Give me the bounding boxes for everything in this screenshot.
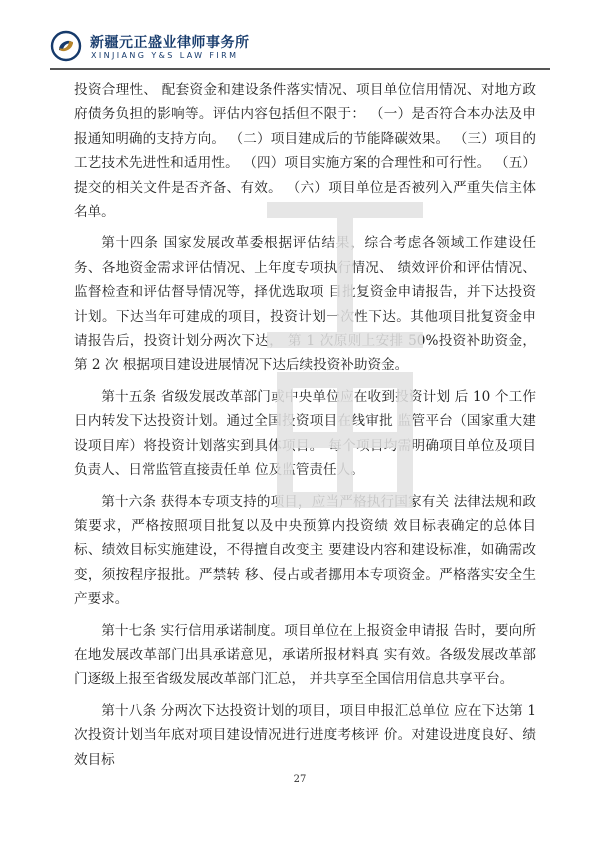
header-divider xyxy=(50,68,550,70)
page-number: 27 xyxy=(293,774,307,785)
firm-name-en: XINJIANG Y&S LAW FIRM xyxy=(91,51,239,60)
paragraph-article-17: 第十七条 实行信用承诺制度。项目单位在上报资金申请报 告时，要向所在地发展改革部门出具承诺意见，承诺所报材料真 实有效。各级发展改革部门逐级上报至省级发展改革部门汇总， 并共享至全国信用信息共享平台。 xyxy=(74,622,536,688)
paragraph-article-14: 第十四条 国家发展改革委根据评估结果，综合考虑各领域工作建设任务、各地资金需求评估情况、上年度专项执行情况、 绩效评价和评估情况、监督检查和评估督导情况等，择优选取项 目批复资金申请报告，并下达投资计划。下达当年可建成的项目，投资计划一次性下达。其他项目批复资金申请报告后，投资计划分两次下达， 第 1 次原则上安排 50%投资补助资金， 第 2 次 根据项目建设进展情况下达后续投资补助资金。 xyxy=(74,235,536,374)
firm-name-cn: 新疆元正盛业律师事务所 xyxy=(90,35,250,51)
paragraph-article-16: 第十六条 获得本专项支持的项目，应当严格执行国家有关 法律法规和政策要求，严格按照项目批复以及中央预算内投资绩 效目标表确定的总体目标、绩效目标实施建设，不得擅自改变主 要建设内容和建设标准，如确需改变，须按程序报批。严禁转 移、侵占或者挪用本专项资金。严格落实安全生产要求。 xyxy=(74,493,536,608)
paragraph-article-18: 第十八条 分两次下达投资计划的项目，项目申报汇总单位 应在下达第 1 次投资计划当年底对项目建设情况进行进度考核评 价。对建设进度良好、绩效目标 xyxy=(74,702,536,768)
document-body xyxy=(74,78,536,772)
letterhead xyxy=(50,30,550,66)
firm-logo-icon xyxy=(50,30,82,62)
paragraph-article-15: 第十五条 省级发展改革部门或中央单位应在收到投资计划 后 10 个工作日内转发下达投资计划。通过全国投资项目在线审批 监管平台（国家重大建设项目库）将投资计划落实到具体项目。 每个项目均需明确项目单位及项目负责人、日常监管直接责任单 位及监管责任人。 xyxy=(74,388,536,479)
paragraph-continuation: 投资合理性、 配套资金和建设条件落实情况、项目单位信用情况、对地方政府债务负担的影响等。评估内容包括但不限于： （一）是否符合本办法及申报通知明确的支持方向。 （二）项目建成后的节能降碳效果。 （三）项目的工艺技术先进性和适用性。 （四）项目实施方案的合理性和可行性。 （五）提交的相关文件是否齐备、有效。 （六）项目单位是否被列入严重失信主体名单。 xyxy=(74,82,536,221)
